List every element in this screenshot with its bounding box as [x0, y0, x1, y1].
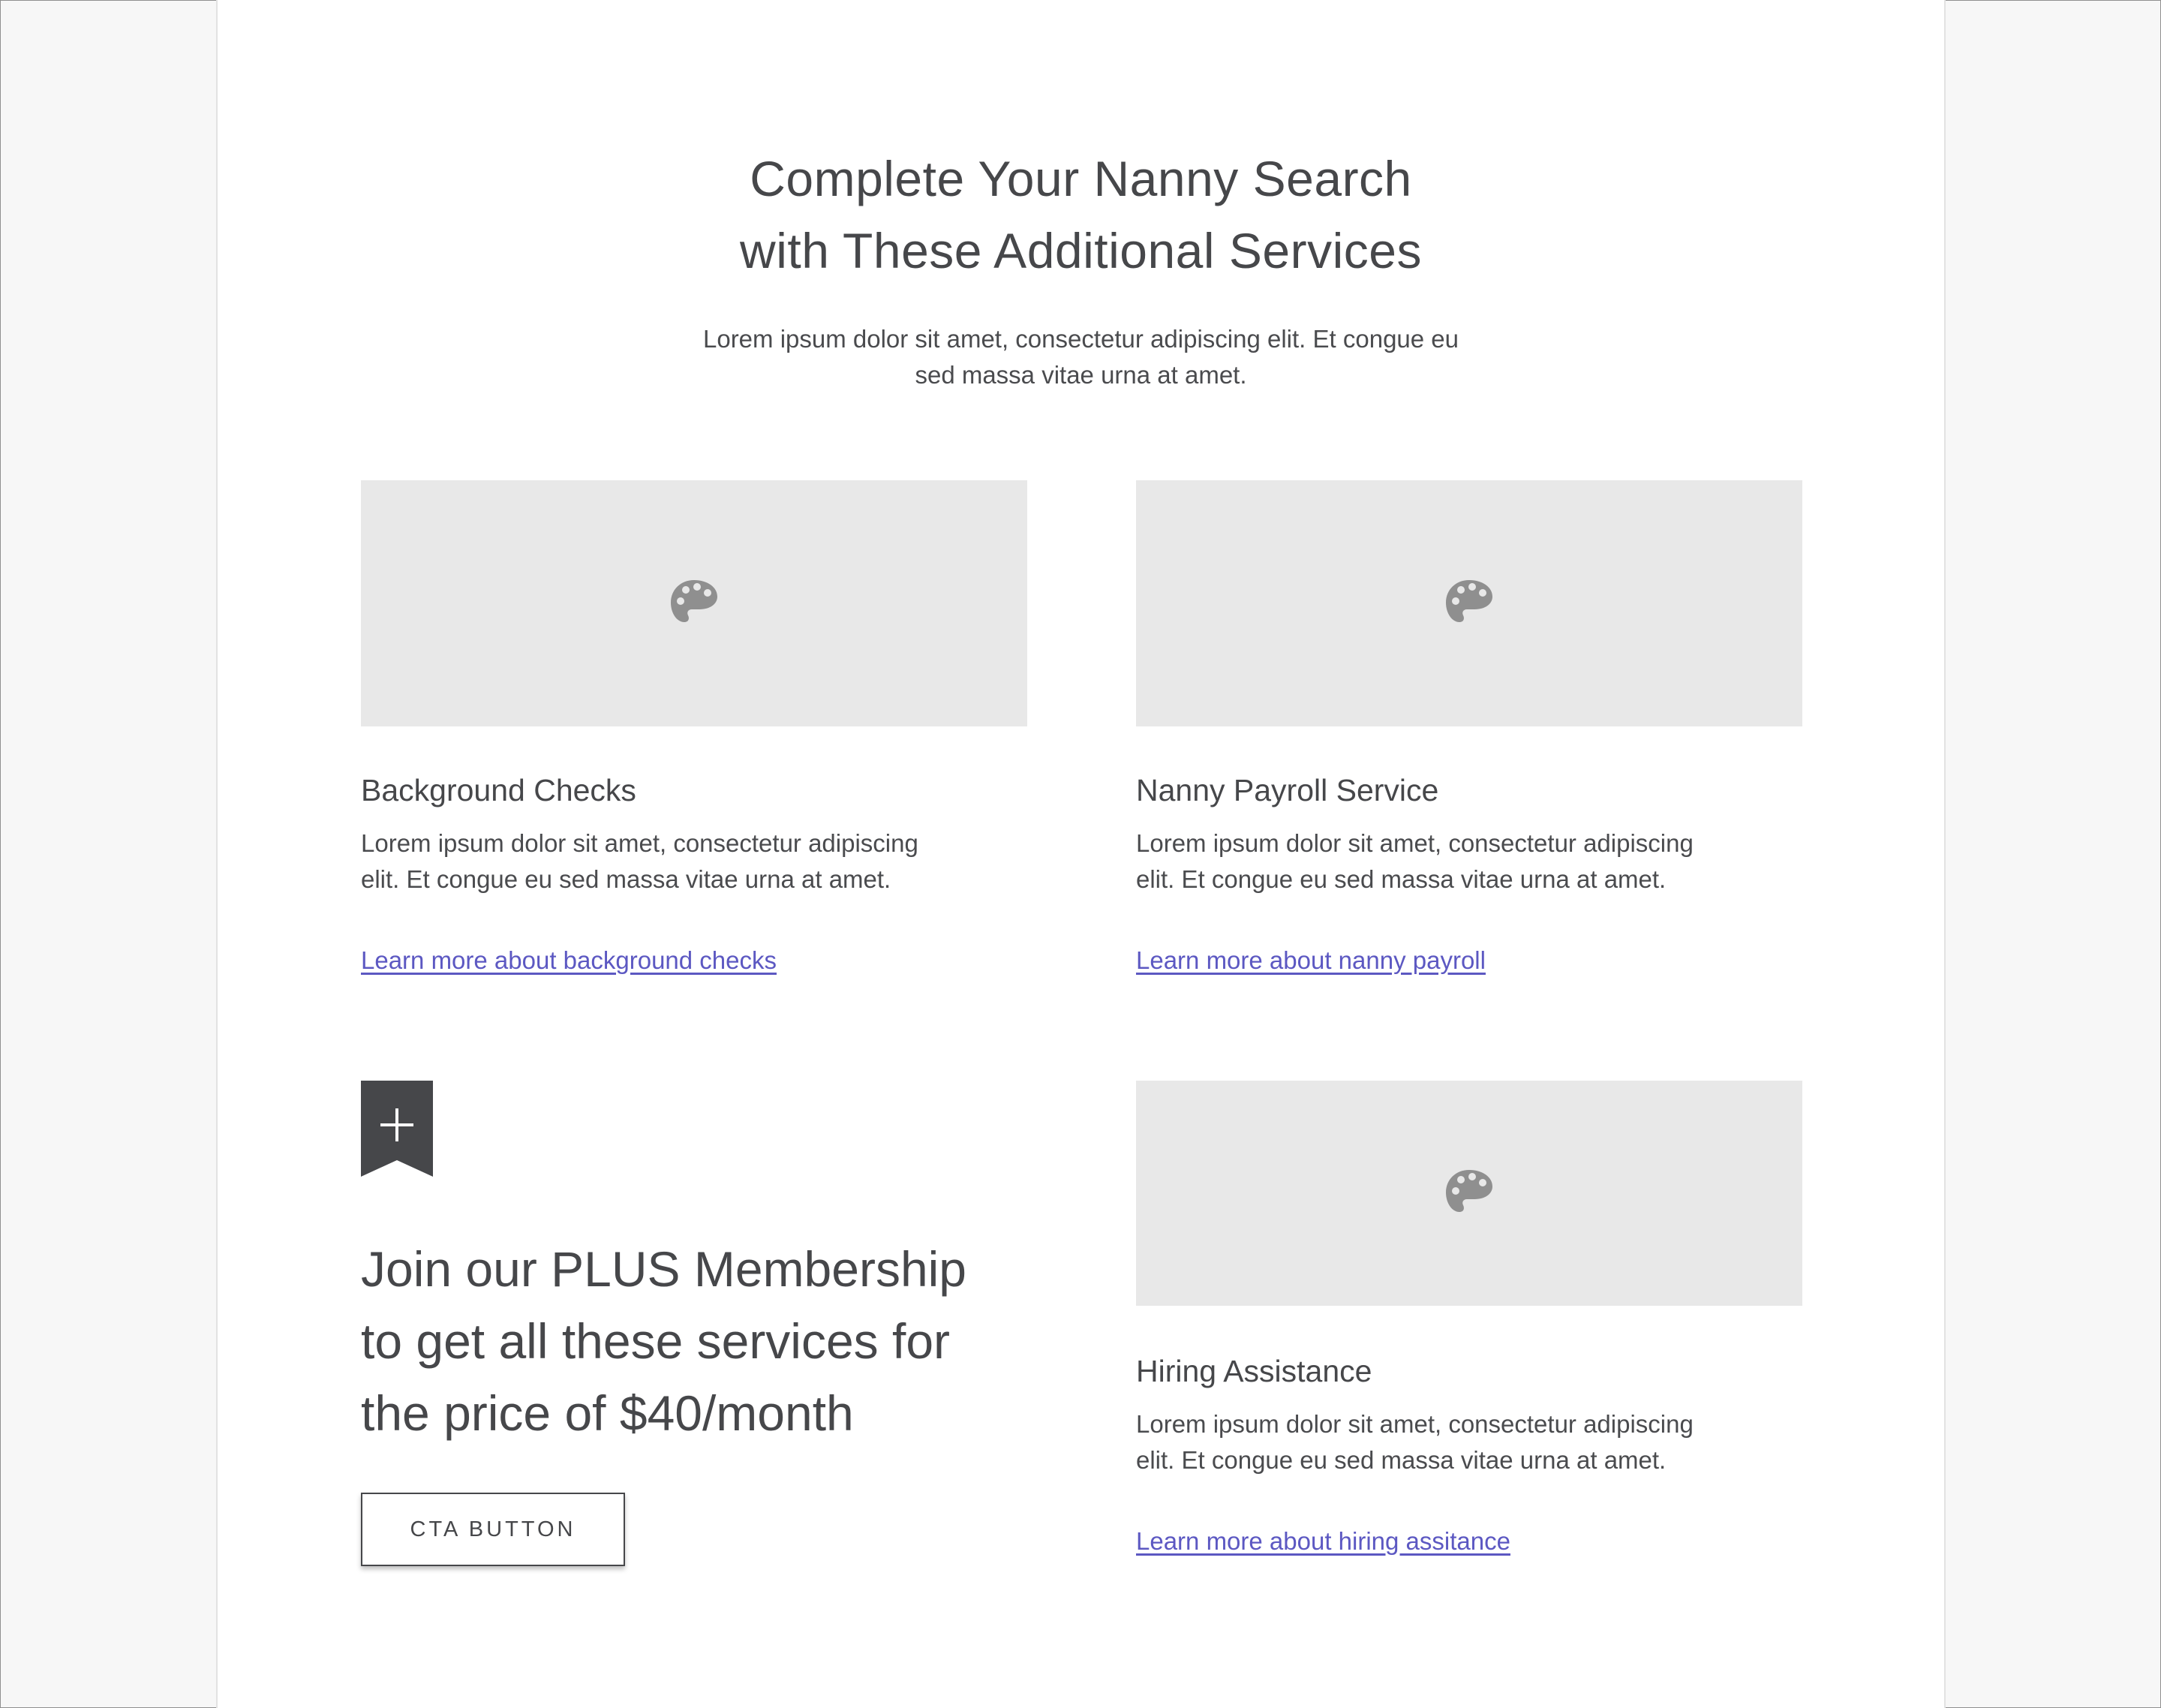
image-placeholder [1136, 480, 1802, 726]
cta-button[interactable]: CTA BUTTON [361, 1493, 625, 1566]
page-subtitle-line-2: sed massa vitae urna at amet. [915, 361, 1247, 389]
palette-icon [669, 579, 719, 628]
learn-more-background-checks-link[interactable]: Learn more about background checks [361, 946, 777, 974]
image-placeholder [361, 480, 1027, 726]
card-description [361, 825, 1027, 898]
page-title-line-1: Complete Your Nanny Search [750, 151, 1412, 206]
plus-membership-headline [361, 1233, 1036, 1449]
card-title: Hiring Assistance [1136, 1354, 1372, 1388]
page-title [594, 143, 1569, 287]
service-card-nanny-payroll [1136, 480, 1802, 976]
page-content [216, 0, 1946, 1708]
learn-more-nanny-payroll-link[interactable]: Learn more about nanny payroll [1136, 946, 1486, 974]
plus-membership-line-3: the price of $40/month [361, 1385, 854, 1441]
card-title: Nanny Payroll Service [1136, 773, 1439, 807]
service-card-background-checks [361, 480, 1027, 976]
card-description-line-2: elit. Et congue eu sed massa vitae urna at amet. [1136, 1446, 1667, 1474]
plus-membership-block [361, 1081, 1036, 1566]
card-description [1136, 1406, 1802, 1478]
learn-more-hiring-assistance-link[interactable]: Learn more about hiring assitance [1136, 1527, 1510, 1555]
page-subtitle [654, 321, 1509, 393]
section-header [218, 143, 1944, 393]
card-title: Background Checks [361, 773, 636, 807]
card-description-line-1: Lorem ipsum dolor sit amet, consectetur adipiscing [1136, 1410, 1694, 1438]
plus-membership-line-1: Join our PLUS Membership [361, 1241, 967, 1297]
card-description-line-2: elit. Et congue eu sed massa vitae urna at amet. [1136, 865, 1667, 893]
card-description [1136, 825, 1802, 898]
page-title-line-2: with These Additional Services [740, 223, 1422, 278]
service-card-hiring-assistance [1136, 1081, 1802, 1556]
palette-icon [1444, 579, 1494, 628]
page-subtitle-line-1: Lorem ipsum dolor sit amet, consectetur adipiscing elit. Et congue eu [702, 325, 1459, 353]
bookmark-plus-icon [361, 1081, 433, 1177]
palette-icon [1444, 1168, 1494, 1218]
plus-membership-line-2: to get all these services for [361, 1313, 951, 1369]
image-placeholder [1136, 1081, 1802, 1306]
card-description-line-1: Lorem ipsum dolor sit amet, consectetur adipiscing [361, 829, 918, 857]
card-description-line-1: Lorem ipsum dolor sit amet, consectetur adipiscing [1136, 829, 1694, 857]
card-description-line-2: elit. Et congue eu sed massa vitae urna at amet. [361, 865, 891, 893]
